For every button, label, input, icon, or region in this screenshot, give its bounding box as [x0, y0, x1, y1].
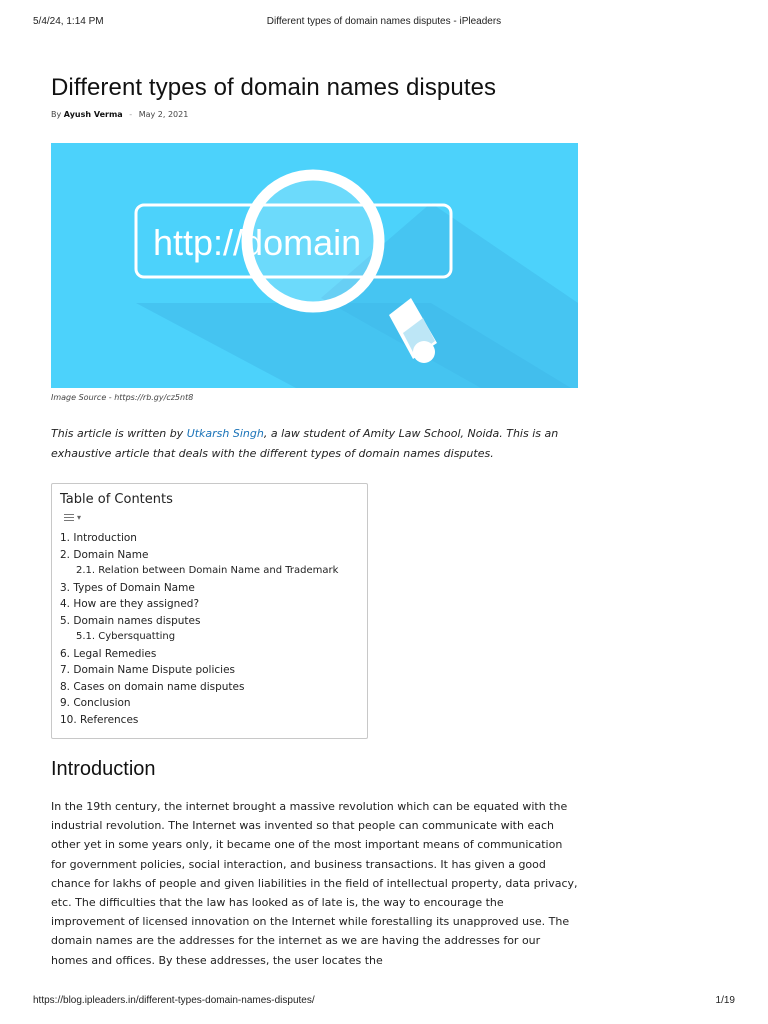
- hero-url-text: http://domain: [153, 222, 362, 263]
- toc-toggle-button[interactable]: [64, 512, 359, 522]
- toc-item-disputes[interactable]: 5. Domain names disputes: [60, 614, 201, 627]
- print-page-title: Different types of domain names disputes - iPleaders: [266, 16, 502, 27]
- print-url: https://blog.ipleaders.in/different-types-domain-names-disputes/: [33, 995, 315, 1006]
- toc-item-relation-trademark[interactable]: 2.1. Relation between Domain Name and Trademark: [76, 565, 339, 576]
- byline-separator: -: [129, 110, 133, 119]
- note-author-link[interactable]: Utkarsh Singh: [186, 427, 264, 440]
- author-note-lead: This article is written by: [51, 427, 187, 440]
- article-title: Different types of domain names disputes: [51, 74, 497, 101]
- print-datetime: 5/4/24, 1:14 PM: [33, 16, 104, 27]
- toc-item-cases[interactable]: 8. Cases on domain name disputes: [60, 680, 245, 693]
- article: [51, 72, 581, 970]
- byline: [51, 108, 581, 122]
- byline-prefix: By: [51, 110, 62, 119]
- introduction-paragraph: In the 19th century, the internet brought a massive revolution which can be equated with the industrial revolution. The Internet was invented so that people can communicate with each other yet in some years only, it became one of the most important means of communication for government policies, social interaction, and business transactions. It has given a good chance for lakhs of people and given liabilities in the field of intellectual property, data privacy, etc. The difficulties that the law has looked as of late is, the way to encourage the improvement of licensed innovation on the Internet while forestalling its unapproved use. The domain names are the addresses for the internet as we are having the addresses for our homes and offices. By these addresses, the user locates the: [51, 800, 578, 967]
- toc-item-references[interactable]: 10. References: [60, 713, 139, 726]
- toc-item-legal-remedies[interactable]: 6. Legal Remedies: [60, 647, 157, 660]
- toc-title: Table of Contents: [60, 492, 173, 507]
- print-header: [33, 16, 735, 30]
- list-icon: [64, 514, 74, 521]
- toc-item-cybersquatting[interactable]: 5.1. Cybersquatting: [76, 631, 176, 642]
- table-of-contents: [51, 483, 368, 739]
- magnifier-url-illustration: [51, 143, 578, 388]
- author-note-rest: , a law student of Amity Law School, Noida. This is an exhaustive article that deals with the different types of domain names disputes.: [51, 427, 559, 460]
- image-caption: Image Source - https://rb.gy/cz5nt8: [51, 393, 194, 402]
- toc-list: [60, 530, 359, 728]
- toc-item-types[interactable]: 3. Types of Domain Name: [60, 581, 195, 594]
- publish-date: May 2, 2021: [138, 110, 189, 119]
- toc-item-assigned[interactable]: 4. How are they assigned?: [60, 598, 200, 610]
- toc-item-introduction[interactable]: 1. Introduction: [60, 532, 137, 544]
- hero-image: [51, 143, 578, 388]
- toc-item-conclusion[interactable]: 9. Conclusion: [60, 697, 131, 709]
- author-note: [51, 424, 579, 464]
- toc-item-domain-name[interactable]: 2. Domain Name: [60, 548, 149, 561]
- print-footer: [33, 995, 735, 1009]
- print-page-number: 1/19: [715, 995, 735, 1006]
- author-link[interactable]: Ayush Verma: [63, 110, 123, 119]
- chevron-down-icon: ▾: [77, 512, 82, 522]
- toc-item-dispute-policies[interactable]: 7. Domain Name Dispute policies: [60, 664, 236, 676]
- section-heading-introduction: Introduction: [51, 758, 156, 780]
